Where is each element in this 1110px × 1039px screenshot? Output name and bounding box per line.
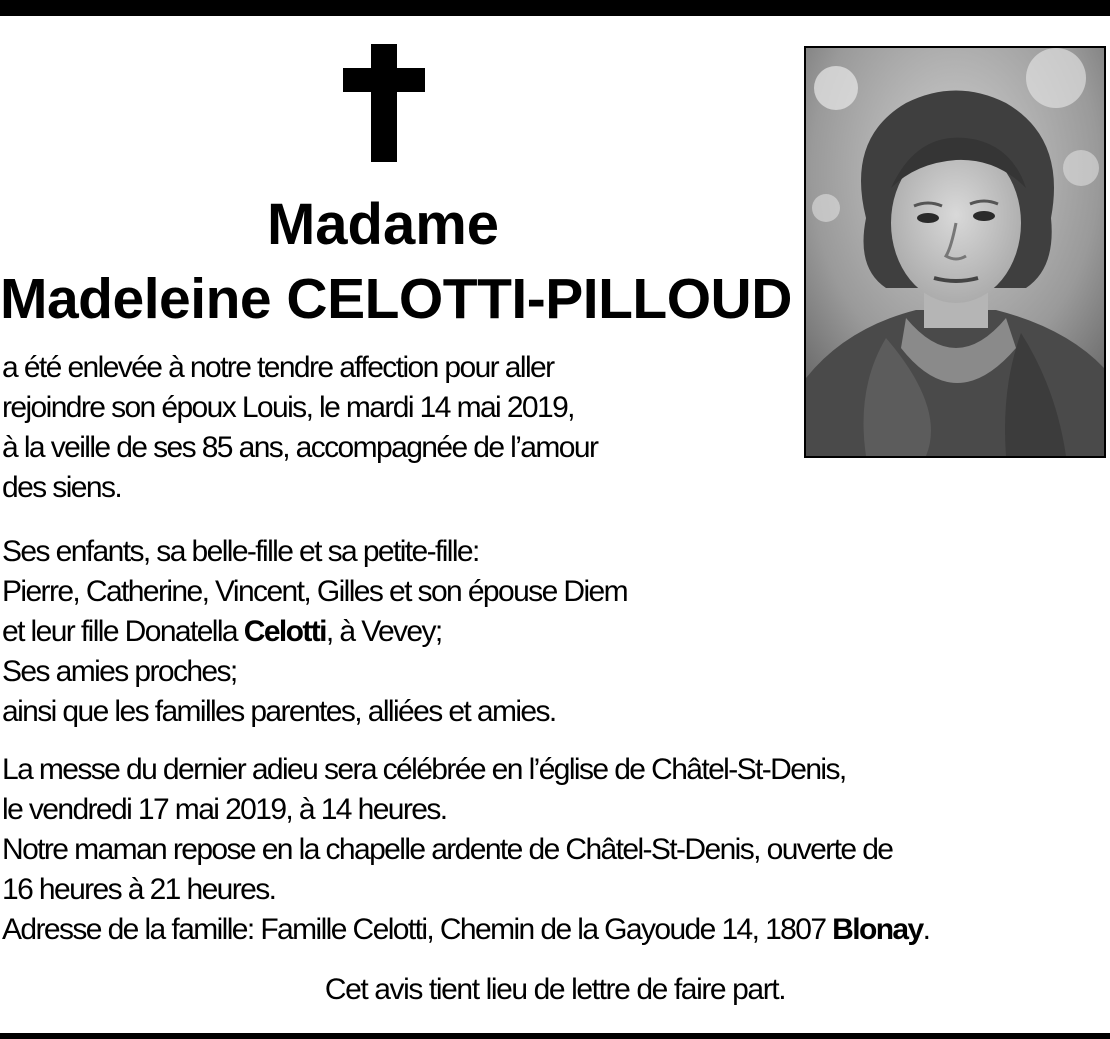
family-line: ainsi que les familles parentes, alliées et amies. xyxy=(2,695,556,728)
family-line: Pierre, Catherine, Vincent, Gilles et son épouse Diem xyxy=(2,575,628,608)
ceremony-line: La messe du dernier adieu sera célébrée en l’église de Châtel-St-Denis, xyxy=(2,753,846,786)
announcement-line: a été enlevée à notre tendre affection pour aller xyxy=(2,351,554,384)
top-rule xyxy=(0,0,1110,16)
deceased-name: Madeleine CELOTTI-PILLOUD xyxy=(0,267,792,331)
family-line-suffix: , à Vevey; xyxy=(325,615,442,648)
announcement-line: à la veille de ses 85 ans, accompagnée de l’amour xyxy=(2,431,598,464)
address-prefix: Adresse de la famille: Famille Celotti, Chemin de la Gayoude 14, 1807 xyxy=(2,913,833,946)
ceremony-line: 16 heures à 21 heures. xyxy=(2,873,276,906)
family-line xyxy=(2,612,627,652)
bottom-rule xyxy=(0,1033,1110,1039)
family-address xyxy=(2,910,929,950)
cross-icon xyxy=(343,44,425,162)
ceremony-line: le vendredi 17 mai 2019, à 14 heures. xyxy=(2,793,447,826)
address-town: Blonay xyxy=(832,913,923,946)
announcement-line: des siens. xyxy=(2,471,122,504)
closing-note: Cet avis tient lieu de lettre de faire part. xyxy=(324,973,786,1006)
family-line: Ses amies proches; xyxy=(2,655,237,688)
family-line-prefix: et leur fille Donatella xyxy=(2,615,244,648)
announcement-line: rejoindre son époux Louis, le mardi 14 mai 2019, xyxy=(2,391,574,424)
ceremony-paragraph xyxy=(2,750,929,950)
family-paragraph xyxy=(2,532,627,732)
announcement-paragraph xyxy=(2,348,597,508)
address-suffix: . xyxy=(922,913,930,946)
portrait-photo xyxy=(804,46,1106,458)
ceremony-line: Notre maman repose en la chapelle ardente de Châtel-St-Denis, ouverte de xyxy=(2,833,893,866)
family-line: Ses enfants, sa belle-fille et sa petite-fille: xyxy=(2,535,479,568)
honorific: Madame xyxy=(266,192,500,257)
family-surname: Celotti xyxy=(243,615,326,648)
